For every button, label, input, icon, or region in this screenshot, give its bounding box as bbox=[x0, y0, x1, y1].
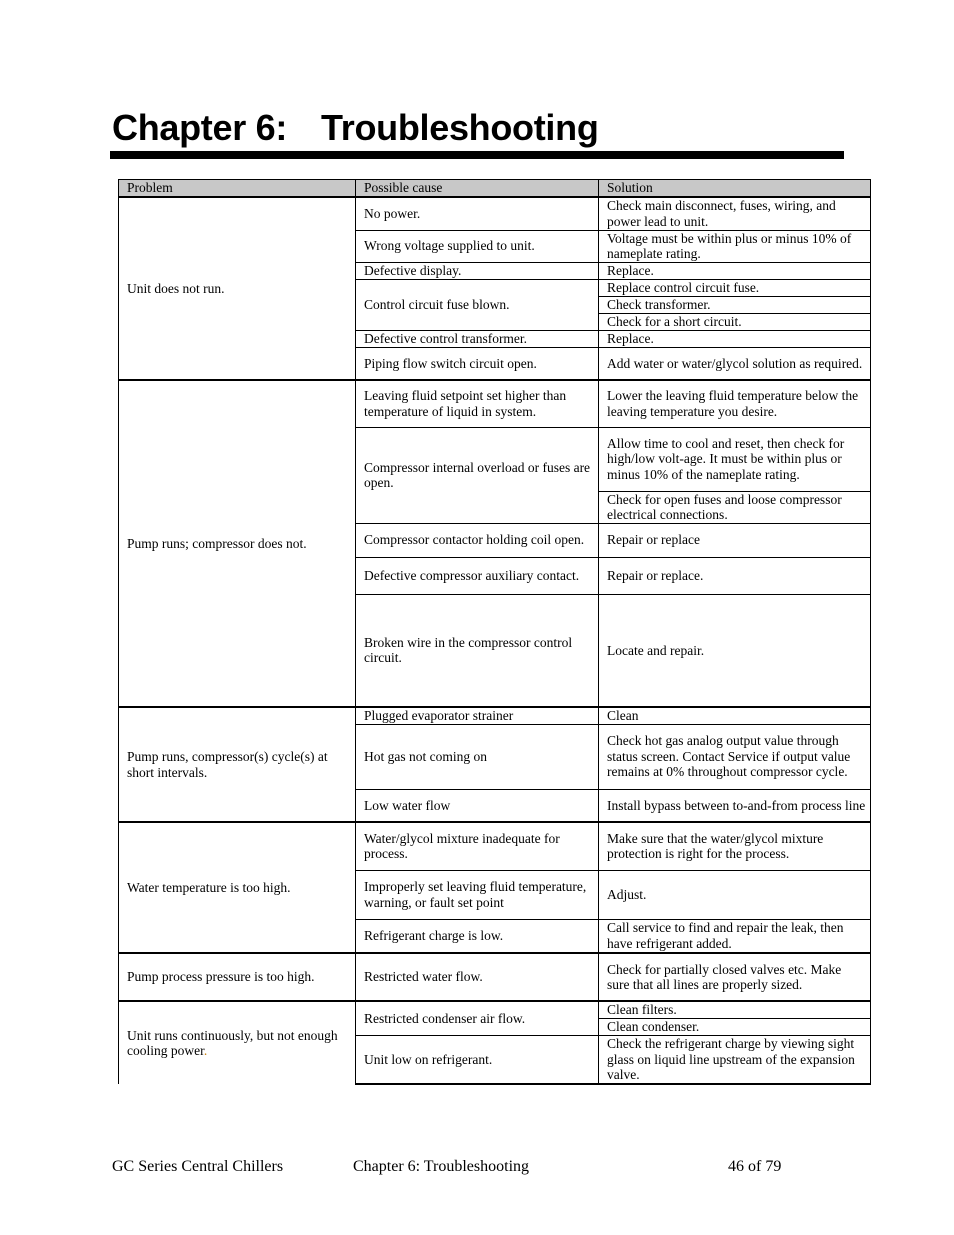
table-row bbox=[119, 1001, 871, 1018]
table-row bbox=[119, 380, 871, 427]
cause-cell: Leaving fluid setpoint set higher than temperature of liquid in system. bbox=[356, 380, 599, 427]
solution-cell: Check for partially closed valves etc. Make sure that all lines are properly sized. bbox=[599, 953, 871, 1001]
solution-cell: Adjust. bbox=[599, 870, 871, 919]
solution-cell: Replace control circuit fuse. bbox=[599, 279, 871, 296]
table-row bbox=[119, 953, 871, 1001]
problem-text: Unit runs continuously, but not enough cooling power bbox=[127, 1027, 338, 1058]
chapter-number: Chapter 6: bbox=[112, 107, 288, 148]
problem-suffix: . bbox=[203, 1043, 208, 1058]
cause-cell: Water/glycol mixture inadequate for process. bbox=[356, 822, 599, 870]
problem-cell: Pump runs, compressor(s) cycle(s) at short intervals. bbox=[119, 707, 356, 822]
footer-document-title: GC Series Central Chillers bbox=[112, 1158, 284, 1175]
cause-cell: Improperly set leaving fluid temperature, warning, or fault set point bbox=[356, 870, 599, 919]
problem-cell: Pump runs; compressor does not. bbox=[119, 380, 356, 707]
solution-cell: Check transformer. bbox=[599, 296, 871, 313]
cause-cell: Control circuit fuse blown. bbox=[356, 279, 599, 330]
solution-cell: Make sure that the water/glycol mixture protection is right for the process. bbox=[599, 822, 871, 870]
cause-cell: Defective compressor auxiliary contact. bbox=[356, 557, 599, 594]
cause-cell: Restricted condenser air flow. bbox=[356, 1001, 599, 1035]
cause-cell: Low water flow bbox=[356, 789, 599, 822]
cause-cell: Plugged evaporator strainer bbox=[356, 707, 599, 724]
cause-cell: Defective control transformer. bbox=[356, 330, 599, 347]
chapter-name: Troubleshooting bbox=[321, 107, 599, 148]
cause-cell: Refrigerant charge is low. bbox=[356, 919, 599, 953]
table-row bbox=[119, 822, 871, 870]
cause-cell: Compressor contactor holding coil open. bbox=[356, 523, 599, 557]
title-rule bbox=[110, 151, 844, 159]
solution-cell: Locate and repair. bbox=[599, 594, 871, 707]
solution-cell: Voltage must be within plus or minus 10% of nameplate rating. bbox=[599, 230, 871, 262]
solution-cell: Repair or replace. bbox=[599, 557, 871, 594]
problem-cell bbox=[119, 1001, 356, 1084]
cause-cell: Hot gas not coming on bbox=[356, 724, 599, 789]
cause-cell: Piping flow switch circuit open. bbox=[356, 347, 599, 380]
table-header-row bbox=[119, 180, 871, 198]
solution-cell: Allow time to cool and reset, then check for high/low volt-age. It must be within plus or minus 10% of the nameplate rating. bbox=[599, 427, 871, 491]
solution-cell: Clean filters. bbox=[599, 1001, 871, 1018]
solution-cell: Check for a short circuit. bbox=[599, 313, 871, 330]
footer-chapter: Chapter 6: Troubleshooting bbox=[353, 1158, 530, 1175]
cause-cell: Broken wire in the compressor control circuit. bbox=[356, 594, 599, 707]
cause-cell: Unit low on refrigerant. bbox=[356, 1035, 599, 1084]
solution-cell: Call service to find and repair the leak, then have refrigerant added. bbox=[599, 919, 871, 953]
table-row bbox=[119, 197, 871, 230]
problem-cell: Pump process pressure is too high. bbox=[119, 953, 356, 1001]
cause-cell: Compressor internal overload or fuses are open. bbox=[356, 427, 599, 523]
solution-cell: Clean bbox=[599, 707, 871, 724]
solution-cell: Lower the leaving fluid temperature below the leaving temperature you desire. bbox=[599, 380, 871, 427]
solution-cell: Check for open fuses and loose compressor electrical connections. bbox=[599, 491, 871, 523]
header-solution: Solution bbox=[599, 180, 871, 198]
solution-cell: Repair or replace bbox=[599, 523, 871, 557]
table-row bbox=[119, 707, 871, 724]
cause-cell: Wrong voltage supplied to unit. bbox=[356, 230, 599, 262]
solution-cell: Add water or water/glycol solution as required. bbox=[599, 347, 871, 380]
cause-cell: Defective display. bbox=[356, 262, 599, 279]
problem-cell: Unit does not run. bbox=[119, 197, 356, 380]
solution-cell: Check hot gas analog output value through status screen. Contact Service if output value remains at 0% throughout compressor cycle. bbox=[599, 724, 871, 789]
troubleshooting-table bbox=[118, 179, 871, 1085]
cause-cell: No power. bbox=[356, 197, 599, 230]
solution-cell: Replace. bbox=[599, 262, 871, 279]
solution-cell: Install bypass between to-and-from process line bbox=[599, 789, 871, 822]
cause-cell: Restricted water flow. bbox=[356, 953, 599, 1001]
solution-cell: Replace. bbox=[599, 330, 871, 347]
problem-cell: Water temperature is too high. bbox=[119, 822, 356, 953]
header-possible-cause: Possible cause bbox=[356, 180, 599, 198]
solution-cell: Check main disconnect, fuses, wiring, and power lead to unit. bbox=[599, 197, 871, 230]
footer-page-number: 46 of 79 bbox=[728, 1158, 782, 1175]
solution-cell: Check the refrigerant charge by viewing sight glass on liquid line upstream of the expansion valve. bbox=[599, 1035, 871, 1084]
solution-cell: Clean condenser. bbox=[599, 1018, 871, 1035]
header-problem: Problem bbox=[119, 180, 356, 198]
page-title bbox=[112, 104, 599, 152]
